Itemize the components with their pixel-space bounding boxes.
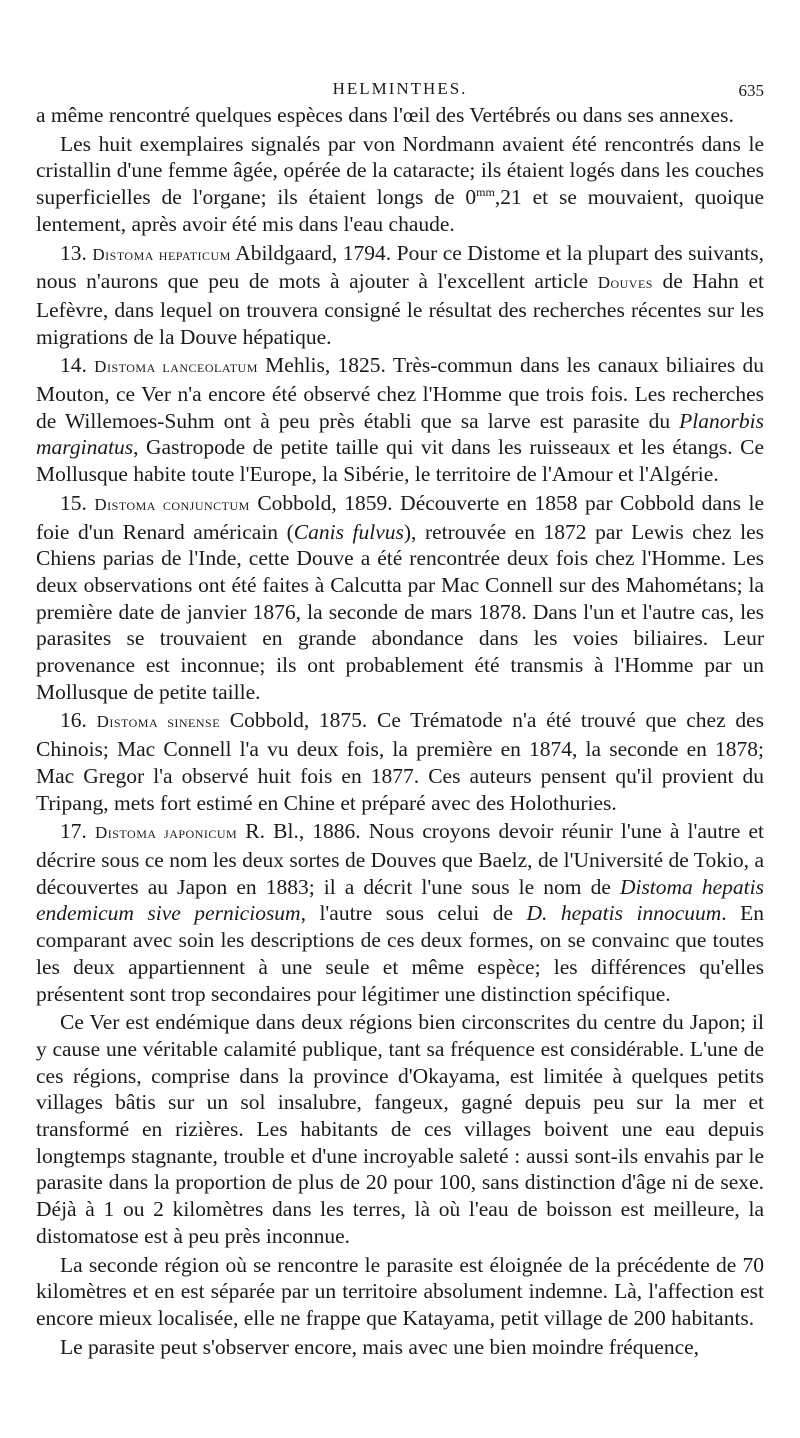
paragraph-text: Mehlis, 1825. Très-commun dans les canaux biliaires du Mouton, ce Ver n'a encore été observé chez l'Homme que trois fois. Les recherches de Willemoes-Suhm ont à peu près établi que sa larve est parasite du [36,353,765,433]
species-name: Distoma sinense [96,712,221,732]
italic-species: Canis fulvus [293,519,404,544]
paragraph-text: ), retrouvée en 1872 par Lewis chez les Chiens parias de l'Inde, cette Douve a été rencontrée deux fois chez l'Homme. Les deux observations ont été faites à Calcutta par Mac Connell sur des Mahométans; la première date de janvier 1876, la seconde de mars 1878. Dans l'un et l'autre cas, les parasites se trouvaient en grande abondance dans les voies biliaires. Leur provenance est inconnue; ils ont probablement été transmis à l'Homme par un Mollusque de petite taille. [36,519,764,704]
page-body [36,102,764,1360]
species-name: Distoma japonicum [94,823,238,843]
italic-species: D. hepatis innocuum [526,901,722,926]
species-name: Distoma conjunctum [94,494,250,514]
entry-number: 16. [60,708,87,733]
paragraph-distoma-lanceolatum [36,352,764,488]
paragraph-distoma-sinense [36,707,764,816]
paragraph-second-region: La seconde région où se rencontre le parasite est éloignée de la précédente de 70 kilomètres et en est séparée par un territoire absolument indemne. Là, l'affection est encore mieux localisée, elle ne frappe que Katayama, petit village de 200 habitants. [36,1252,764,1330]
entry-number: 17. [60,819,87,844]
entry-number: 14. [60,353,87,378]
paragraph-endemic: Ce Ver est endémique dans deux régions bien circonscrites du centre du Japon; il y cause une véritable calamité publique, tant sa fréquence est considérable. L'une de ces régions, comprise dans la province d'Okayama, est limitée à quelques petits villages bâtis sur un sol insalubre, fangeux, gagné depuis peu sur la mer et transformé en rizières. Les habitants de ces villages boivent une eau depuis longtemps stagnante, trouble et d'une incroyable saleté : aussi sont-ils envahis par le parasite dans la proportion de plus de 20 pour 100, sans distinction d'âge ni de sexe. Déjà à 1 ou 2 kilomètres dans les terres, là où l'eau de boisson est meilleure, la distomatose est à peu près inconnue. [36,1010,764,1248]
paragraph-text: R. Bl., 1886. Nous croyons devoir réunir l'une à l'autre et décrire sous ce nom les deux sortes de Douves que Baelz, de l'Université de Tokio, a découvertes au Japon en 1883; il a décrit l'une sous le nom de [36,819,764,899]
entry-number: 15. [60,490,87,515]
paragraph-text: Cobbold, 1859. Découverte en 1858 par Cobbold dans le foie d'un Renard américain ( [36,490,764,544]
entry-number: 13. [60,240,87,265]
paragraph-text: Cobbold, 1875. Ce Trématode n'a été trouvé que chez des Chinois; Mac Connell l'a vu deux fois, la première en 1874, la seconde en 1878; Mac Gregor l'a observé huit fois en 1877. Ces auteurs pensent qu'il provient du Tripang, mets fort estimé en Chine et préparé avec des Holothuries. [36,708,764,815]
paragraph-text: . En comparant avec soin les descriptions de ces deux formes, on se convainc que toutes les deux appartiennent à une seule et même espèce; les différences qu'elles présentent sont trop secondaires pour légitimer une distinction spécifique. [36,901,765,1006]
paragraph-distoma-conjunctum [36,490,764,706]
italic-species: Planorbis marginatus [36,408,764,460]
paragraph-final: Le parasite peut s'observer encore, mais avec une bien moindre fréquence, [60,1334,700,1359]
paragraph-text: de Hahn et Lefèvre, dans lequel on trouvera consigné le résultat des recherches récentes sur les migrations de la Douve hépatique. [36,269,764,349]
paragraph-distoma-japonicum [36,818,764,1007]
unit-superscript: mm [476,184,495,199]
species-name: Distoma hepaticum [92,244,231,264]
paragraph-nordmann [36,131,764,238]
italic-species: Distoma hepatis endemicum sive perniciosum [36,874,764,926]
paragraph-text: ,21 et se mouvaient, quoique lentement, après avoir été mis dans l'eau chaude. [36,185,764,236]
paragraph-distoma-hepaticum [36,240,764,351]
paragraph-text: Les huit exemplaires signalés par von Nordmann avaient été rencontrés dans le cristallin d'une femme âgée, opérée de la cataracte; ils étaient logés dans les couches superficielles de l'organe; ils étaient longs de 0 [36,131,764,210]
paragraph-text: Abildgaard, 1794. Pour ce Distome et la plupart des suivants, nous n'aurons que peu de mots à ajouter à l'excellent article [36,240,765,294]
species-name: Distoma lanceolatum [94,357,258,377]
page-number: 635 [738,81,764,100]
running-title: HELMINTHES. [332,79,468,98]
article-reference: Douves [597,273,653,293]
paragraph-continuation: a même rencontré quelques espèces dans l'œil des Vertébrés ou dans ses annexes. [36,103,734,127]
paragraph-text: , l'autre sous celui de [300,901,527,926]
paragraph-text: , Gastropode de petite taille qui vit dans les ruisseaux et les étangs. Ce Mollusque habite toute l'Europe, la Sibérie, le territoire de l'Amour et l'Algérie. [36,435,764,487]
